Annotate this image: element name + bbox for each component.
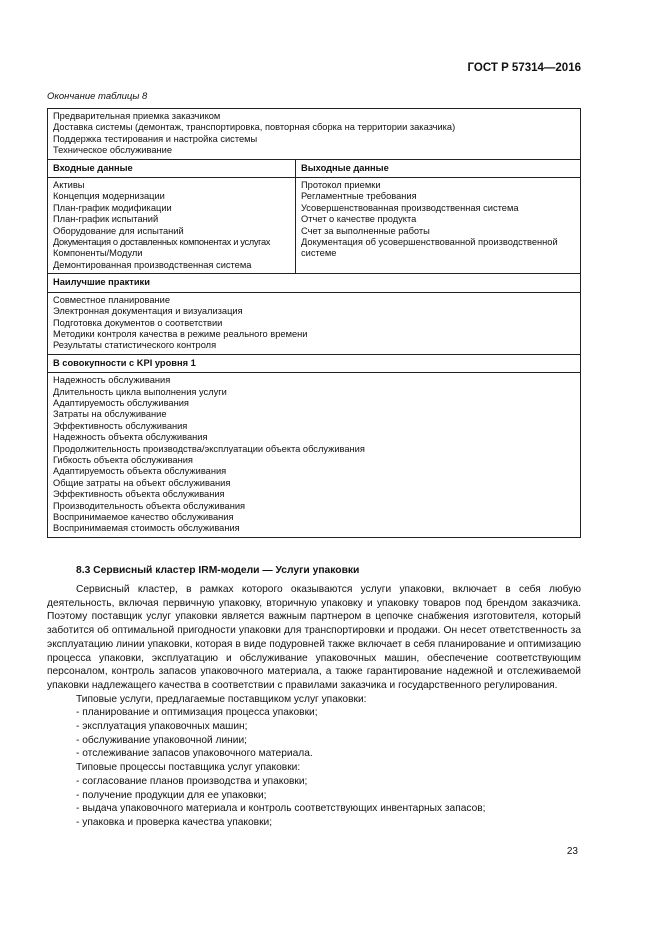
table-line: Адаптируемость объекта обслуживания [53,466,227,477]
table-row [48,159,581,177]
table-line: План-график модификации [53,202,172,213]
table-line: Отчет о качестве продукта [301,214,417,225]
table-line: Результаты статистического контроля [53,340,217,351]
body-text [47,583,581,830]
table-8 [47,108,581,538]
paragraph: Сервисный кластер, в рамках которого оказываются услуги упаковки, включает в себя любую деятельность, включая первичную упаковку, вторичную упаковку и упаковку товаров под брендом заказчика. Поэтому поставщик услуг упаковки является важным партнером в цепочке снабжения изготовителя, который заботится об оптимальной пригодности упаковки для транспортировки и продажи. Он несет ответственность за эксплуатацию линии упаковки, которая в виде подуровней также включает в себя планирование и оптимизацию процесса упаковки, эксплуатацию и обслуживание упаковочных машин, обеспечение соответствующим персоналом, контроль запасов упаковочного материала, а также гарантирование надежной и отслеживаемой упаковки надлежащего качества в соответствии с правилами заказчика и государственного регулирования. [47,584,581,691]
table-line: Методики контроля качества в режиме реального времени [53,328,308,339]
processes-intro: Типовые процессы поставщика услуг упаковки: [76,762,301,774]
table-line: Концепция модернизации [53,191,165,202]
table-row [48,354,581,372]
table-line: системе [301,248,337,259]
table-caption: Окончание таблицы 8 [47,91,148,102]
kpi-header: В совокупности с KPI уровня 1 [48,354,581,372]
table-line: Компоненты/Модули [53,248,143,259]
outputs-header: Выходные данные [296,159,581,177]
list-item: - упаковка и проверка качества упаковки; [76,816,273,828]
table-line: Оборудование для испытаний [53,225,184,236]
table-line: Демонтированная производственная система [53,259,252,270]
standard-id: ГОСТ Р 57314—2016 [467,62,581,74]
table-line: Общие затраты на объект обслуживания [53,477,231,488]
list-item: - обслуживание упаковочной линии; [76,734,247,746]
top-items-cell [48,109,581,160]
table-row [48,373,581,538]
table-line: Протокол приемки [301,180,381,191]
inputs-cell [48,178,296,274]
table-line: Поддержка тестирования и настройка системы [53,133,258,144]
table-line: Продолжительность производства/эксплуатации объекта обслуживания [53,443,365,454]
table-line: Электронная документация и визуализация [53,306,243,317]
list-item: - отслеживание запасов упаковочного материала. [76,748,313,760]
table-row [48,292,581,354]
table-line: Усовершенствованная производственная система [301,202,519,213]
table-line: Совместное планирование [53,294,171,305]
table-line: Доставка системы (демонтаж, транспортировка, повторная сборка на территории заказчика) [53,122,456,133]
services-intro: Типовые услуги, предлагаемые поставщиком услуг упаковки: [76,693,367,705]
table-line: Эффективность обслуживания [53,420,188,431]
table-line: Документация о доставленных компонентах и услугах [53,237,271,248]
table-line: Воспринимаемая стоимость обслуживания [53,523,240,534]
page-number: 23 [566,846,578,857]
table-line: Счет за выполненные работы [301,225,430,236]
table-line: Воспринимаемое качество обслуживания [53,512,234,522]
table-line: Гибкость объекта обслуживания [53,454,193,465]
table-line: Техническое обслуживание [53,145,172,156]
best-practices-cell [48,292,581,354]
table-line: Активы [53,180,85,191]
kpi-cell [48,373,581,538]
table-line: Регламентные требования [301,191,417,202]
table-line: Надежность объекта обслуживания [53,432,208,443]
table-row [48,109,581,160]
table-line: Длительность цикла выполнения услуги [53,386,227,397]
table-row [48,178,581,274]
table-line: Документация об усовершенствованной производственной [301,237,558,248]
table-line: Подготовка документов о соответствии [53,317,223,328]
table-line: Затраты на обслуживание [53,409,167,420]
section-title: 8.3 Сервисный кластер IRM-модели — Услуги упаковки [76,565,360,576]
outputs-cell [296,178,581,274]
table-line: Надежность обслуживания [53,375,171,386]
list-item: - получение продукции для ее упаковки; [76,789,267,801]
table-line: Предварительная приемка заказчиком [53,111,221,121]
table-line: Эффективность объекта обслуживания [53,489,225,500]
list-item: - планирование и оптимизация процесса упаковки; [76,707,318,719]
list-item: - согласование планов производства и упаковки; [76,775,308,787]
list-item: - выдача упаковочного материала и контроль соответствующих инвентарных запасов; [76,803,486,815]
inputs-header: Входные данные [48,159,296,177]
list-item: - эксплуатация упаковочных машин; [76,721,248,733]
table-line: Производительность объекта обслуживания [53,500,246,511]
best-practices-header: Наилучшие практики [48,274,581,292]
table-line: Адаптируемость обслуживания [53,397,189,408]
table-row [48,274,581,292]
table-line: План-график испытаний [53,214,159,225]
